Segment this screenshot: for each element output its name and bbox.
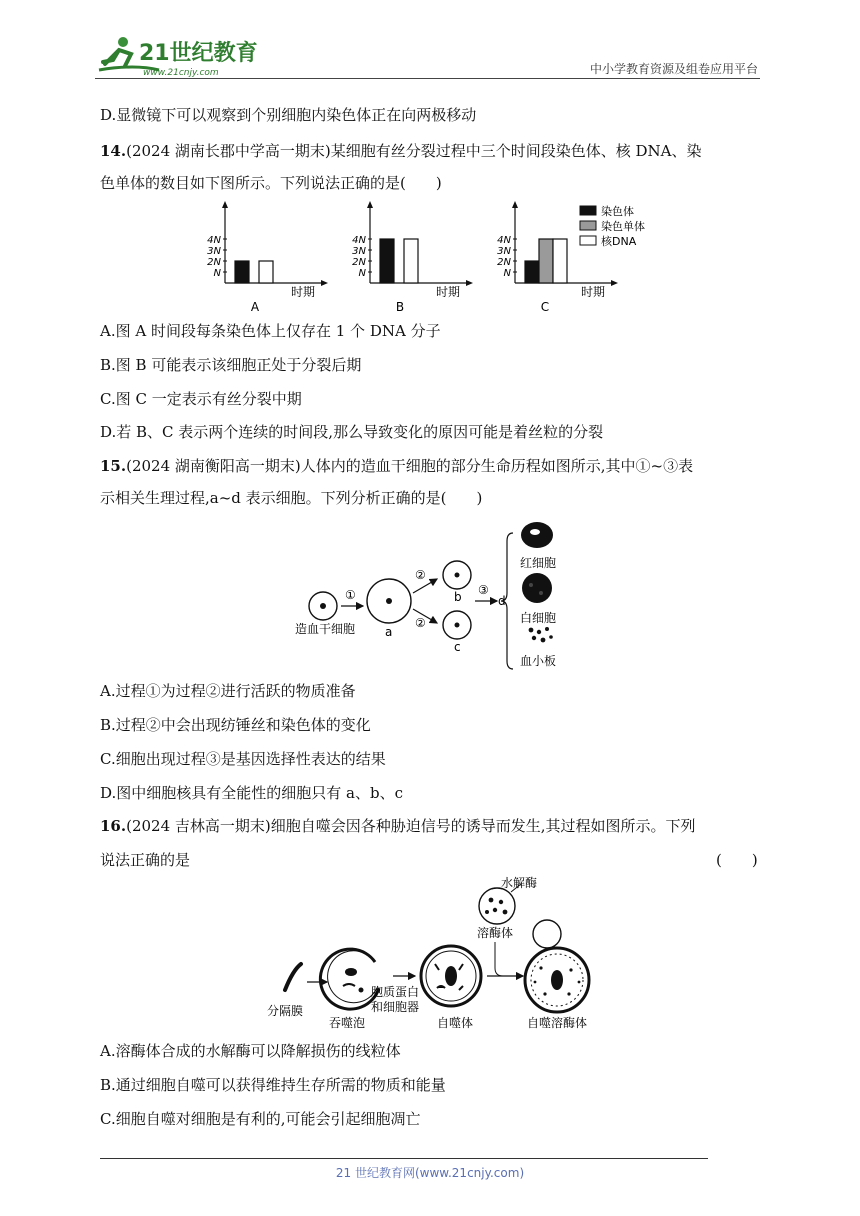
y-tick-label: 4N	[497, 235, 511, 246]
q15-stem-line2: 示相关生理过程,a~d 表示细胞。下列分析正确的是( )	[100, 489, 483, 507]
fusing-lysosome-shape	[533, 920, 561, 948]
step-3-label: ③	[478, 583, 489, 597]
bar-A-核DNA	[259, 261, 273, 283]
q16-autophagy-diagram	[265, 872, 615, 1036]
autolysosome-label: 自噬溶酶体	[527, 1016, 588, 1030]
q15-option-c: C.细胞出现过程③是基因选择性表达的结果	[100, 750, 386, 768]
q14-option-c: C.图 C 一定表示有丝分裂中期	[100, 390, 302, 408]
autolysosome-shape	[525, 948, 589, 1012]
y-tick-label: N	[213, 268, 221, 279]
cell-a	[367, 579, 411, 623]
q15-option-a: A.过程①为过程②进行活跃的物质准备	[100, 682, 356, 700]
q14-stem-line2: 色单体的数目如下图所示。下列说法正确的是( )	[100, 174, 442, 192]
footer-text: 21 世纪教育网(www.21cnjy.com)	[335, 1166, 525, 1180]
step-2-label-down: ②	[415, 616, 426, 630]
q15-number: 15.	[100, 457, 127, 475]
panel-label-B: B	[395, 300, 405, 314]
bar-C-核DNA	[553, 239, 567, 283]
cell-a-label: a	[385, 625, 393, 639]
cell-b-label: b	[454, 590, 462, 604]
y-tick-label: 3N	[497, 246, 511, 257]
y-tick-label: 4N	[207, 235, 221, 246]
x-axis-arrow-B	[466, 280, 473, 286]
y-tick-label: 3N	[207, 246, 221, 257]
cargo-label-2: 和细胞器	[371, 1000, 420, 1014]
q16-stem-text1: (2024 吉林高一期末)细胞自噬会因各种胁迫信号的诱导而发生,其过程如图所示。下列	[126, 817, 696, 835]
y-tick-label: 2N	[497, 257, 511, 268]
y-tick-label: 2N	[207, 257, 221, 268]
y-tick-label: 4N	[352, 235, 366, 246]
q14-bar-charts	[195, 198, 655, 316]
y-tick-label: N	[503, 268, 511, 279]
q14-option-a: A.图 A 时间段每条染色体上仅存在 1 个 DNA 分子	[100, 322, 441, 340]
legend-label-核DNA: 核DNA	[601, 235, 637, 248]
legend-swatch-染色体	[580, 206, 596, 215]
q16-option-a: A.溶酶体合成的水解酶可以降解损伤的线粒体	[100, 1042, 401, 1060]
cell-b	[443, 561, 471, 589]
red-blood-cell-image	[521, 522, 553, 548]
header-platform-text: 中小学教育资源及组卷应用平台	[589, 62, 758, 76]
y-tick-label: 3N	[352, 246, 366, 257]
phagophore-label: 吞噬泡	[329, 1016, 366, 1030]
bar-B-染色体	[380, 239, 394, 283]
bar-C-染色体	[525, 261, 539, 283]
white-blood-cell-image	[522, 573, 552, 603]
bar-A-染色体	[235, 261, 249, 283]
step-1-label: ①	[345, 588, 356, 602]
bar-C-染色单体	[539, 239, 553, 283]
lysosome-label: 溶酶体	[477, 926, 514, 940]
q16-option-b: B.通过细胞自噬可以获得维持生存所需的物质和能量	[100, 1076, 446, 1094]
x-axis-arrow-C	[611, 280, 618, 286]
x-axis-arrow-A	[321, 280, 328, 286]
q15-option-d: D.图中细胞核具有全能性的细胞只有 a、b、c	[100, 784, 403, 802]
x-axis-label: 时期	[581, 285, 606, 299]
y-axis-arrow-A	[222, 201, 228, 208]
y-axis-arrow-C	[512, 201, 518, 208]
q14-stem-text1: (2024 湖南长郡中学高一期末)某细胞有丝分裂过程中三个时间段染色体、核 DNA、染	[126, 142, 702, 160]
legend-swatch-染色单体	[580, 221, 596, 230]
lysosome-shape	[479, 888, 515, 924]
cell-c-label: c	[454, 640, 461, 654]
bar-B-核DNA	[404, 239, 418, 283]
logo-text: 21世纪教育	[139, 41, 258, 66]
legend-swatch-核DNA	[580, 236, 596, 245]
header-divider	[95, 78, 760, 79]
legend-label-染色体: 染色体	[601, 205, 634, 218]
isolation-membrane-label: 分隔膜	[267, 1004, 304, 1018]
step-2-label-up: ②	[415, 568, 426, 582]
autophagosome-shape	[421, 946, 481, 1006]
q13-option-d: D.显微镜下可以观察到个别细胞内染色体正在向两极移动	[100, 106, 477, 124]
logo	[95, 34, 265, 78]
stem-cell	[309, 592, 337, 620]
brace	[501, 533, 513, 669]
q16-stem-line1	[100, 815, 696, 837]
logo-url: www.21cnjy.com	[143, 68, 219, 78]
cell-d-label: d	[498, 594, 506, 608]
platelets-image	[529, 627, 553, 642]
cargo-label-1: 胞质蛋白	[371, 985, 420, 999]
q16-option-c: C.细胞自噬对细胞是有利的,可能会引起细胞凋亡	[100, 1110, 421, 1128]
q15-hematopoiesis-diagram	[285, 515, 605, 673]
q16-stem-line2: 说法正确的是	[100, 851, 191, 869]
q15-stem-text1: (2024 湖南衡阳高一期末)人体内的造血干细胞的部分生命历程如图所示,其中①~③表	[126, 457, 694, 475]
x-axis-label: 时期	[291, 285, 316, 299]
legend-label-染色单体: 染色单体	[601, 220, 645, 233]
q14-number: 14.	[100, 142, 127, 160]
panel-label-C: C	[540, 300, 550, 314]
q14-option-d: D.若 B、C 表示两个连续的时间段,那么导致变化的原因可能是着丝粒的分裂	[100, 423, 604, 441]
page-header	[95, 30, 760, 80]
isolation-membrane-shape	[285, 964, 301, 990]
y-tick-label: 2N	[352, 257, 366, 268]
cell-c	[443, 611, 471, 639]
panel-label-A: A	[250, 300, 260, 314]
q14-option-b: B.图 B 可能表示该细胞正处于分裂后期	[100, 356, 362, 374]
platelets-label: 血小板	[520, 654, 557, 668]
autophagosome-label: 自噬体	[437, 1016, 474, 1030]
footer-divider	[100, 1158, 708, 1159]
lysosome-arrow	[495, 942, 503, 976]
enzyme-label: 水解酶	[501, 876, 538, 890]
q14-stem-line1	[100, 140, 702, 162]
y-tick-label: N	[358, 268, 366, 279]
y-axis-arrow-B	[367, 201, 373, 208]
x-axis-label: 时期	[436, 285, 461, 299]
q15-option-b: B.过程②中会出现纺锤丝和染色体的变化	[100, 716, 371, 734]
q16-number: 16.	[100, 817, 127, 835]
white-blood-cell-label: 白细胞	[520, 611, 557, 625]
stem-cell-label: 造血干细胞	[295, 622, 356, 636]
q15-stem-line1	[100, 455, 693, 477]
red-blood-cell-label: 红细胞	[520, 556, 557, 570]
q16-answer-paren: ( )	[716, 851, 758, 869]
